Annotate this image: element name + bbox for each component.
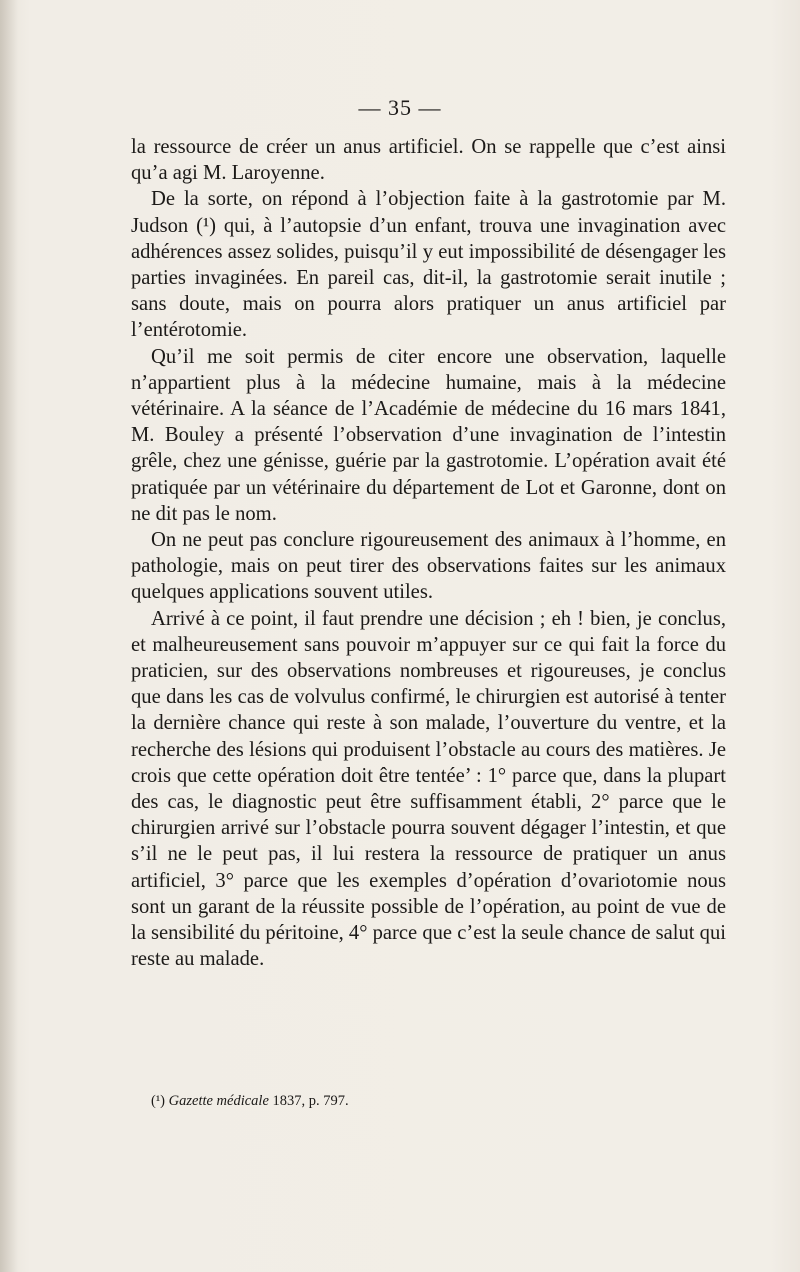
paragraph-4: On ne peut pas conclure rigoureusement des animaux à l’homme, en pathologie, mais on peut tirer des observations faites sur les animaux quelques applications souvent utiles. (131, 529, 726, 604)
paragraph-2-text-before-note: De la sorte, on répond à l’objection faite à la gastrotomie par M. Judson (131, 188, 726, 237)
binding-shadow (0, 0, 18, 1272)
footnote-reference: (¹) (196, 214, 216, 237)
paragraph-5: Arrivé à ce point, il faut prendre une décision ; eh ! bien, je conclus, et malheureusement sans pouvoir m’appuyer sur ce qui fait la force du praticien, sur des observations nombreuses et rigoureuses, je conclus que dans les cas de volvulus confirmé, le chirurgien est autorisé à tenter la dernière chance qui reste à son malade, l’ouverture du ventre, et la recherche des lésions qui produisent l’obstacle au cours des matières. Je crois que cette opération doit être tentée’ : 1° parce que, dans la plupart des cas, le diagnostic peut être suffisamment établi, 2° parce que le chirurgien arrivé sur l’obstacle pourra souvent dégager l’intestin, et que s’il ne le peut pas, il lui restera la ressource de pratiquer un anus artificiel, 3° parce que les exemples d’opération d’ovariotomie nous sont un garant de la réussite possible de l’opération, au point de vue de la sensibilité du péritoine, 4° parce que c’est la seule chance de salut qui reste au malade. (131, 607, 726, 971)
footnote-marker: (¹) (151, 1093, 166, 1109)
footnote-details: 1837, p. 797. (272, 1093, 349, 1109)
body-text (131, 134, 726, 973)
footnote (151, 1092, 349, 1110)
page-number: — 35 — (358, 95, 442, 120)
paragraph-2 (131, 186, 726, 343)
paragraph-2-text-after-note: qui, à l’autopsie d’un enfant, trouva une invagination avec adhérences assez solides, puisqu’il y eut impossibilité de désengager les parties invaginées. En pareil cas, dit-il, la gastrotomie serait inutile ; sans doute, mais on pourra alors pratiquer un anus artificiel par l’entérotomie. (131, 214, 726, 342)
paragraph-3: Qu’il me soit permis de citer encore une observation, laquelle n’appartient plus à la médecine humaine, mais à la médecine vétérinaire. A la séance de l’Académie de médecine du 16 mars 1841, M. Bouley a présenté l’observation d’une invagination de l’intestin grêle, chez une génisse, guérie par la gastrotomie. L’opération avait été pratiquée par un vétérinaire du département de Lot et Garonne, dont on ne dit pas le nom. (131, 345, 726, 525)
footnote-source: Gazette médicale (168, 1093, 269, 1109)
paragraph-1: la ressource de créer un anus artificiel. On se rappelle que c’est ainsi qu’a agi M. Laroyenne. (131, 136, 726, 185)
